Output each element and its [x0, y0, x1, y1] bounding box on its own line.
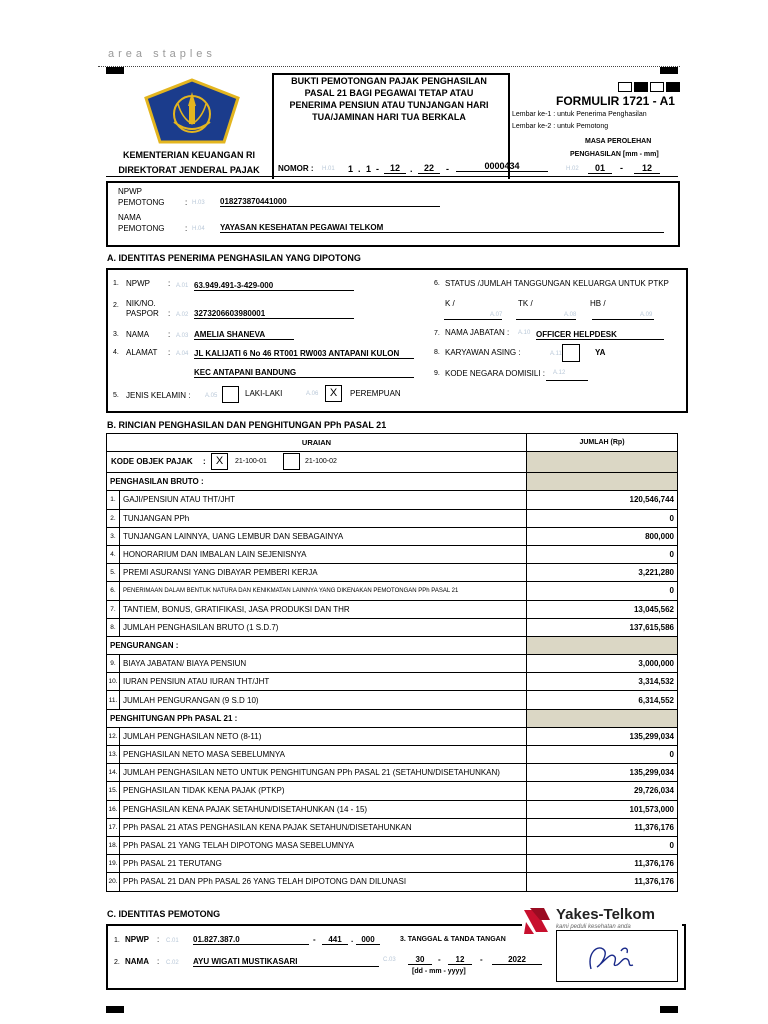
a-asing-value: YA	[595, 348, 606, 357]
row-label: PENGHASILAN NETO MASA SEBELUMNYA	[120, 746, 527, 764]
row-label: PPh PASAL 21 TERUTANG	[120, 855, 527, 873]
masa-dash: -	[620, 163, 623, 173]
kode-1-label: 21-100-01	[235, 458, 267, 466]
row-number: 20.	[107, 873, 120, 891]
masa-label-2: PENGHASILAN [mm - mm]	[570, 151, 659, 158]
a-nama-code: A.03	[176, 333, 189, 339]
masa-from: 01	[588, 163, 612, 174]
row-number: 14.	[107, 764, 120, 782]
nomor-part-2: 1	[366, 164, 372, 174]
penghitungan-section-row-shade	[527, 709, 678, 727]
row-value: 0	[527, 545, 678, 563]
pemotong-box	[106, 181, 680, 247]
a-status-label: STATUS /JUMLAH TANGGUNGAN KELUARGA UNTUK PTKP	[445, 279, 669, 288]
table-row	[107, 582, 678, 600]
penghitungan-section-row	[107, 709, 678, 727]
kode-objek-row	[107, 452, 678, 473]
pemotong-nama-colon: :	[185, 224, 188, 233]
a-num-6: 6.	[434, 280, 440, 287]
a-negara-field[interactable]	[546, 369, 588, 381]
nomor-dash-2: -	[446, 164, 449, 174]
nomor-part-5: 0000434	[456, 161, 548, 172]
c-nama-label: NAMA	[125, 957, 149, 966]
pengurangan-section-row-shade	[527, 636, 678, 654]
nomor-part-3: 12	[384, 163, 406, 174]
corner-mark-top-right	[660, 67, 678, 74]
row-label: PPh PASAL 21 YANG TELAH DIPOTONG MASA SEBELUMNYA	[120, 836, 527, 854]
nomor-part-4: 22	[418, 163, 440, 174]
c-npwp-sep-1: -	[313, 935, 316, 944]
c-npwp-sep-2: .	[351, 935, 354, 944]
c-nama-num: 2.	[114, 959, 120, 966]
row-label: TANTIEM, BONUS, GRATIFIKASI, JASA PRODUKSI DAN THR	[120, 600, 527, 618]
row-label: HONORARIUM DAN IMBALAN LAIN SEJENISNYA	[120, 545, 527, 563]
c-npwp-part-3: 000	[356, 935, 380, 945]
table-row	[107, 618, 678, 636]
a-nik-colon: :	[168, 309, 171, 318]
a-negara-code: A.12	[553, 370, 566, 376]
corner-mark-top-left	[106, 67, 124, 74]
directorate-name: DIREKTORAT JENDERAL PAJAK	[118, 165, 260, 175]
a-num-2: 2.	[113, 302, 119, 309]
a-num-7: 7.	[434, 330, 440, 337]
a-nik-code: A.02	[176, 312, 189, 318]
bruto-section-row-label: PENGHASILAN BRUTO :	[107, 473, 527, 491]
row-number: 13.	[107, 746, 120, 764]
table-row	[107, 691, 678, 709]
row-value: 3,314,532	[527, 673, 678, 691]
a-jabatan-code: A.10	[518, 330, 531, 336]
masa-to: 12	[634, 163, 660, 174]
pemotong-nama-value: YAYASAN KESEHATAN PEGAWAI TELKOM	[220, 223, 664, 233]
rincian-table	[106, 433, 678, 892]
nomor-label: NOMOR :	[278, 164, 314, 173]
a-negara-label: KODE NEGARA DOMISILI :	[445, 369, 546, 378]
a-alamat-label: ALAMAT	[126, 348, 158, 357]
row-number: 15.	[107, 782, 120, 800]
a-tk-label: TK /	[518, 299, 533, 308]
pengurangan-section-row-label: PENGURANGAN :	[107, 636, 527, 654]
row-label: PPh PASAL 21 ATAS PENGHASILAN KENA PAJAK SETAHUN/DISETAHUNKAN	[120, 818, 527, 836]
section-b-title: B. RINCIAN PENGHASILAN DAN PENGHITUNGAN PPh PASAL 21	[107, 420, 387, 430]
row-label: PREMI ASURANSI YANG DIBAYAR PEMBERI KERJA	[120, 564, 527, 582]
table-header-row	[107, 434, 678, 452]
nomor-part-1: 1	[348, 164, 354, 174]
kode-2-label: 21-100-02	[305, 458, 337, 466]
a-paspor-label: PASPOR	[126, 309, 159, 318]
kode-2-checkbox[interactable]	[283, 453, 300, 470]
pengurangan-section-row	[107, 636, 678, 654]
section-c-title: C. IDENTITAS PEMOTONG	[107, 909, 221, 919]
a-jk-label: JENIS KELAMIN :	[126, 391, 191, 400]
table-row	[107, 527, 678, 545]
pemotong-npwp-sublabel: PEMOTONG	[118, 198, 165, 207]
a-num-4: 4.	[113, 349, 119, 356]
a-jk-code-2: A.06	[306, 391, 319, 397]
form-title-line: TUA/JAMINAN HARI TUA BERKALA	[312, 112, 466, 122]
a-npwp-value: 63.949.491-3-429-000	[194, 281, 354, 291]
row-label: JUMLAH PENGHASILAN BRUTO (1 S.D.7)	[120, 618, 527, 636]
row-number: 9.	[107, 655, 120, 673]
row-value: 3,000,000	[527, 655, 678, 673]
row-number: 4.	[107, 545, 120, 563]
c-npwp-part-1: 01.827.387.0	[193, 935, 309, 945]
row-number: 6.	[107, 582, 120, 600]
table-row	[107, 873, 678, 891]
sheet-1-note: Lembar ke-1 : untuk Penerima Penghasilan	[512, 111, 647, 118]
table-row	[107, 673, 678, 691]
row-number: 10.	[107, 673, 120, 691]
table-row	[107, 655, 678, 673]
c-date-format: [dd - mm - yyyy]	[412, 968, 466, 975]
yakes-logo-text: Yakes-Telkom	[556, 906, 655, 923]
kode-objek-label: KODE OBJEK PAJAK	[111, 457, 193, 467]
row-number: 2.	[107, 509, 120, 527]
c-npwp-part-2: 441	[322, 935, 348, 945]
a-k-code: A.07	[490, 312, 503, 318]
row-number: 17.	[107, 818, 120, 836]
a-k-label: K /	[445, 299, 455, 308]
a-nik-label: NIK/NO.	[126, 299, 156, 308]
masa-code: H.02	[566, 166, 579, 172]
row-label: PPh PASAL 21 DAN PPh PASAL 26 YANG TELAH DIPOTONG DAN DILUNASI	[120, 873, 527, 891]
row-value: 29,726,034	[527, 782, 678, 800]
row-number: 5.	[107, 564, 120, 582]
a-nama-colon: :	[168, 330, 171, 339]
nomor-code: H.01	[322, 166, 335, 172]
table-row	[107, 800, 678, 818]
row-value: 13,045,562	[527, 600, 678, 618]
uraian-header: URAIAN	[107, 434, 527, 452]
row-label: TUNJANGAN PPh	[120, 509, 527, 527]
a-num-5: 5.	[113, 392, 119, 399]
row-value: 11,376,176	[527, 818, 678, 836]
watermark-text: area staples	[108, 48, 216, 60]
section-a-title: A. IDENTITAS PENERIMA PENGHASILAN YANG DIPOTONG	[107, 253, 361, 263]
form-name: FORMULIR 1721 - A1	[556, 94, 675, 108]
header-bottom-line	[106, 176, 678, 177]
row-value: 137,615,586	[527, 618, 678, 636]
row-value: 0	[527, 509, 678, 527]
c-npwp-colon: :	[157, 935, 160, 944]
a-jk-female-label: PEREMPUAN	[350, 389, 401, 398]
c-date-sep-1: -	[438, 955, 441, 964]
table-row	[107, 818, 678, 836]
c-date-sep-2: -	[480, 955, 483, 964]
a-asing-checkbox[interactable]	[562, 344, 580, 362]
row-value: 120,546,744	[527, 491, 678, 509]
a-jk-code-1: A.05	[205, 393, 218, 399]
a-alamat-colon: :	[168, 348, 171, 357]
row-value: 0	[527, 836, 678, 854]
a-nama-value: AMELIA SHANEVA	[194, 330, 294, 340]
row-number: 18.	[107, 836, 120, 854]
nomor-dot-2: .	[410, 164, 413, 174]
row-number: 16.	[107, 800, 120, 818]
pemotong-nama-sublabel: PEMOTONG	[118, 224, 165, 233]
a-jabatan-value: OFFICER HELPDESK	[536, 330, 664, 340]
table-row	[107, 491, 678, 509]
row-label: PENERIMAAN DALAM BENTUK NATURA DAN KENIKMATAN LAINNYA YANG DIKENAKAN PEMOTONGAN PPh PASAL 21	[120, 582, 527, 600]
c-date-dd: 30	[408, 955, 432, 965]
a-num-1: 1.	[113, 280, 119, 287]
a-hb-code: A.09	[640, 312, 653, 318]
table-row	[107, 600, 678, 618]
row-number: 8.	[107, 618, 120, 636]
a-tk-code: A.08	[564, 312, 577, 318]
row-number: 3.	[107, 527, 120, 545]
c-npwp-label: NPWP	[125, 935, 149, 944]
pemotong-nama-label: NAMA	[118, 213, 142, 222]
row-number: 19.	[107, 855, 120, 873]
row-number: 12.	[107, 727, 120, 745]
form-title-line: PENERIMA PENSIUN ATAU TUNJANGAN HARI	[289, 100, 489, 110]
bruto-section-row-shade	[527, 473, 678, 491]
a-asing-code: A.11	[550, 351, 562, 357]
c-date-mm: 12	[448, 955, 472, 965]
row-label: JUMLAH PENGURANGAN (9 S.D 10)	[120, 691, 527, 709]
a-asing-label: KARYAWAN ASING :	[445, 348, 521, 357]
row-label: PENGHASILAN KENA PAJAK SETAHUN/DISETAHUNKAN (14 - 15)	[120, 800, 527, 818]
row-value: 135,299,034	[527, 764, 678, 782]
kode-objek-shade	[527, 452, 678, 473]
pemotong-npwp-colon: :	[185, 198, 188, 207]
penghitungan-section-row-label: PENGHITUNGAN PPh PASAL 21 :	[107, 709, 527, 727]
a-num-9: 9.	[434, 370, 440, 377]
row-value: 800,000	[527, 527, 678, 545]
a-alamat-line-2: KEC ANTAPANI BANDUNG	[194, 368, 414, 378]
yakes-logo-tagline: kami peduli kesehatan anda	[556, 924, 631, 930]
table-row	[107, 509, 678, 527]
c-nama-value: AYU WIGATI MUSTIKASARI	[193, 957, 379, 967]
a-npwp-code: A.01	[176, 283, 189, 289]
row-value: 0	[527, 746, 678, 764]
ministry-name: KEMENTERIAN KEUANGAN RI	[122, 150, 255, 160]
nomor-dash-1: -	[376, 164, 379, 174]
row-label: TUNJANGAN LAINNYA, UANG LEMBUR DAN SEBAGAINYA	[120, 527, 527, 545]
row-value: 3,221,280	[527, 564, 678, 582]
c-date-yyyy: 2022	[492, 955, 542, 965]
table-row	[107, 782, 678, 800]
row-value: 0	[527, 582, 678, 600]
signature-icon	[557, 931, 677, 981]
a-npwp-label: NPWP	[126, 279, 150, 288]
form-title	[274, 75, 504, 123]
jumlah-header: JUMLAH (Rp)	[527, 434, 678, 452]
table-row	[107, 746, 678, 764]
row-label: PENGHASILAN TIDAK KENA PAJAK (PTKP)	[120, 782, 527, 800]
c-date-code: C.03	[383, 957, 396, 963]
c-npwp-num: 1.	[114, 937, 120, 944]
yakes-logo-mark-icon	[522, 906, 552, 936]
a-alamat-line-1: JL KALIJATI 6 No 46 RT001 RW003 ANTAPANI KULON	[194, 349, 414, 359]
row-label: BIAYA JABATAN/ BIAYA PENSIUN	[120, 655, 527, 673]
corner-mark-bottom-left	[106, 1006, 124, 1013]
row-value: 135,299,034	[527, 727, 678, 745]
a-jabatan-label: NAMA JABATAN :	[445, 328, 510, 337]
bruto-section-row	[107, 473, 678, 491]
c-ttd-label: 3. TANGGAL & TANDA TANGAN	[400, 936, 506, 943]
perforation-line	[98, 66, 680, 67]
table-row	[107, 764, 678, 782]
row-number: 11.	[107, 691, 120, 709]
row-value: 11,376,176	[527, 873, 678, 891]
table-row	[107, 545, 678, 563]
table-row	[107, 564, 678, 582]
c-npwp-code: C.01	[166, 938, 179, 944]
sheet-2-note: Lembar ke-2 : untuk Pemotong	[512, 123, 609, 130]
kemenkeu-emblem	[144, 78, 240, 144]
a-hb-label: HB /	[590, 299, 606, 308]
row-label: JUMLAH PENGHASILAN NETO UNTUK PENGHITUNGAN PPh PASAL 21 (SETAHUN/DISETAHUNKAN)	[120, 764, 527, 782]
pemotong-npwp-code: H.03	[192, 200, 205, 206]
row-number: 7.	[107, 600, 120, 618]
a-jk-female-checkbox[interactable]: X	[325, 385, 342, 402]
pemotong-npwp-value: 018273870441000	[220, 197, 440, 207]
masa-label: MASA PEROLEHAN	[585, 138, 652, 145]
kode-1-checkbox[interactable]: X	[211, 453, 228, 470]
row-label: IURAN PENSIUN ATAU IURAN THT/JHT	[120, 673, 527, 691]
row-value: 11,376,176	[527, 855, 678, 873]
a-alamat-code: A.04	[176, 351, 189, 357]
c-nama-code: C.02	[166, 960, 179, 966]
kode-objek-colon: :	[203, 457, 206, 467]
a-nama-label: NAMA	[126, 330, 150, 339]
row-number: 1.	[107, 491, 120, 509]
table-row	[107, 836, 678, 854]
row-value: 6,314,552	[527, 691, 678, 709]
a-num-8: 8.	[434, 349, 440, 356]
row-label: GAJI/PENSIUN ATAU THT/JHT	[120, 491, 527, 509]
pemotong-nama-code: H.04	[192, 226, 205, 232]
a-npwp-colon: :	[168, 279, 171, 288]
nomor-dot-1: .	[358, 164, 361, 174]
a-nik-value: 3273206603980001	[194, 309, 354, 319]
row-label: JUMLAH PENGHASILAN NETO (8-11)	[120, 727, 527, 745]
c-nama-colon: :	[157, 957, 160, 966]
form-indicator-boxes	[618, 82, 678, 92]
a-num-3: 3.	[113, 331, 119, 338]
corner-mark-bottom-right	[660, 1006, 678, 1013]
table-row	[107, 855, 678, 873]
kode-objek-cell	[107, 452, 527, 473]
form-title-line: BUKTI PEMOTONGAN PAJAK PENGHASILAN	[291, 76, 487, 86]
a-jk-male-checkbox[interactable]	[222, 386, 239, 403]
table-row	[107, 727, 678, 745]
signature-box	[556, 930, 678, 982]
form-title-line: PASAL 21 BAGI PEGAWAI TETAP ATAU	[304, 88, 474, 98]
row-value: 101,573,000	[527, 800, 678, 818]
pemotong-npwp-label: NPWP	[118, 187, 142, 196]
a-jk-male-label: LAKI-LAKI	[245, 389, 283, 398]
